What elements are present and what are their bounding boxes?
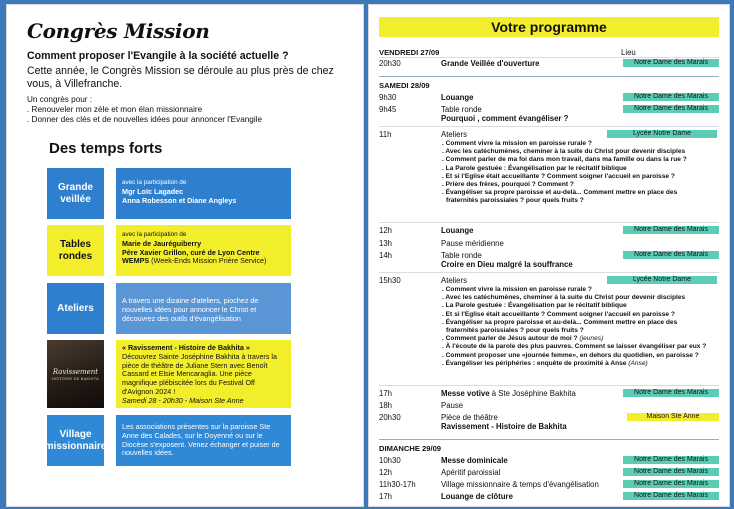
brand-title: Congrès Mission [27,19,210,43]
lead-question: Comment proposer l'Evangile à la société actuelle ? [27,50,289,62]
divider [379,57,719,58]
temps-forts-title: Des temps forts [49,140,163,157]
location-badge: Notre Dame des Marais [623,93,719,101]
label-tables-rondes: Tables rondes [47,225,104,276]
location-badge: Notre Dame des Marais [623,468,719,476]
location-badge: Notre Dame des Marais [623,456,719,464]
right-panel: Votre programme VENDREDI 27/09 Lieu 20h30 Grande Veillée d'ouverture Notre Dame des Marais SAMEDI 28/09 9h30 Louange Notre Dame des Marais 9h45 Table ronde Pourquoi , comment évangéliser ? Notre Dame des Marais 11h Ateliers Lycée Notre Dame . Comment vivre la mission en paroisse rurale ? . Avec les catéchumènes, cheminer à la suite du Christ pour devenir disciples . Comment parler de ma foi dans mon travail, dans ma famille ou dans la rue ? . La Parole gestuée : Évangélisation par le récitatif biblique . Et si l'Eglise était accueillante ? Comment soigner l'accueil en paroisse ? . Prière des frères, pourquoi ? Comment ? . Évangéliser sa propre paroisse et au-delà... Comment mettre en place des fraternités paroissiales ? pour quels fruits ? 12h Louange Notre Dame des Marais 13h Pause méridienne 14h Table ronde Croire en Dieu malgré la souffrance Notre Dame des Marais 15h30 Ateliers Lycée Notre Dame . Comment vivre la mission en paroisse rurale ? . Avec les catéchumènes, cheminer à la suite du Christ pour devenir disciples . La Parole gestuée : Évangélisation par le récitatif biblique . Et si l'Eglise était accueillante ? Comment soigner l'accueil en paroisse ? . Évangéliser sa propre paroisse et au-delà... Comment mettre en place des fraternités paroissiales ? pour quels fruits ? . Comment parler de Jésus autour de moi ? (jeunes) . À l'écoute de la parole des plus pauvres. Comment se laisser évangéliser par eux ? . Comment proposer une «journée femme», en dehors du quotidien, en paroisse ? . Évangéliser les périphéries : enquête de proximité à Anse (Anse) 17h Messe votive à Ste Joséphine Bakhita Notre Dame des Marais 18h Pause 20h30 Pièce de théâtre Ravissement - Histoire de Bakhita Maison Ste Anne DIMANCHE 29/09 10h30 Messe dominicale Notre Dame des Marais 12h Apéritif paroissial Notre Dame des Marais 11h30-17h Village missionnaire & temps d'évangélisation Notre Dame des Marais 17h Louange de clôture Notre Dame des Marais [368,4,730,507]
goal-item: . Donner des clés et de nouvelles idées pour annoncer l'Evangile [27,115,263,124]
location-badge: Maison Ste Anne [627,413,719,421]
location-badge: Notre Dame des Marais [623,105,719,113]
divider [379,126,719,127]
bakhita-poster-image: Ravissement HISTOIRE DE BAKHITA [47,340,104,408]
label-grande-veillee: Grande veillée [47,168,104,219]
label-village-missionnaire: Village missionnaire [47,415,104,466]
goals-title: Un congrès pour : [27,95,93,104]
location-badge: Notre Dame des Marais [623,492,719,500]
divider [379,439,719,440]
day-sunday: DIMANCHE 29/09 [379,444,442,453]
day-friday: VENDREDI 27/09 [379,48,440,57]
left-panel [6,4,364,507]
location-badge: Notre Dame des Marais [623,59,719,67]
lieu-header: Lieu [621,48,636,57]
divider [379,222,719,223]
programme-title: Votre programme [379,17,719,37]
day-saturday: SAMEDI 28/09 [379,81,430,90]
location-badge: Lycée Notre Dame [607,130,717,138]
divider [379,385,719,386]
ateliers-list-afternoon: . Comment vivre la mission en paroisse rurale ? . Avec les catéchumènes, cheminer à la suite du Christ pour devenir disciples . La Parole gestuée : Évangélisation par le récitatif biblique . Et si l'Eglise était accueillante ? Comment soigner l'accueil en paroisse ? . Évangéliser sa propre paroisse et au-delà... Comment mettre en place des fraternités paroissiales ? pour quels fruits ? . Comment parler de Jésus autour de moi ? (jeunes) . À l'écoute de la parole des plus pauvres. Comment se laisser évangéliser par eux ? . Comment proposer une «journée femme», en dehors du quotidien, en paroisse ? . Évangéliser les périphéries : enquête de proximité à Anse (Anse) [442,286,707,367]
goals-list [27,95,357,125]
location-badge: Notre Dame des Marais [623,389,719,397]
ateliers-list-morning: . Comment vivre la mission en paroisse rurale ? . Avec les catéchumènes, cheminer à la suite du Christ pour devenir disciples . Comment parler de ma foi dans mon travail, dans ma famille ou dans la rue ? . La Parole gestuée : Évangélisation par le récitatif biblique . Et si l'Eglise était accueillante ? Comment soigner l'accueil en paroisse ? . Prière des frères, pourquoi ? Comment ? . Évangéliser sa propre paroisse et au-delà... Comment mettre en place des fraternités paroissiales ? pour quels fruits ? [442,140,687,205]
location-badge: Lycée Notre Dame [607,276,717,284]
desc-grande-veillee: avec la participation de Mgr Loïc Lagadec Anna Robesson et Diane Angleys [116,168,291,219]
intro-text: Cette année, le Congrès Mission se déroule au plus près de chez vous, à Villefranche. [27,65,334,90]
desc-ateliers: A travers une dizaine d'ateliers, piochez de nouvelles idées pour annoncer le Christ et découvrez des outils d'évangélisation [116,283,291,334]
desc-ravissement: « Ravissement - Histoire de Bakhita » Découvrez Sainte Joséphine Bakhita à travers la pièce de théâtre de Juliane Stern avec Benoît Cassard et Elsie Mencaraglia. Une pièce magnifique plébiscitée lors du Festival Off d'Avignon 2024 ! Samedi 28 - 20h30 - Maison Ste Anne [116,340,291,408]
location-badge: Notre Dame des Marais [623,226,719,234]
goal-item: . Renouveler mon zèle et mon élan missionnaire [27,105,203,114]
location-badge: Notre Dame des Marais [623,480,719,488]
divider [379,272,719,273]
divider [379,76,719,77]
desc-tables-rondes: avec la participation de Marie de Jauréguiberry Père Xavier Grillon, curé de Lyon Centre WEMPS (Week-Ends Mission Prière Service) [116,225,291,276]
label-ateliers: Ateliers [47,283,104,334]
location-badge: Notre Dame des Marais [623,251,719,259]
desc-village-missionnaire: Les associations présentes sur la paroisse Ste Anne des Calades, sur le Doyenné ou sur le Diocèse s'exposent. Venez échanger et puiser de nouvelles idées. [116,415,291,466]
